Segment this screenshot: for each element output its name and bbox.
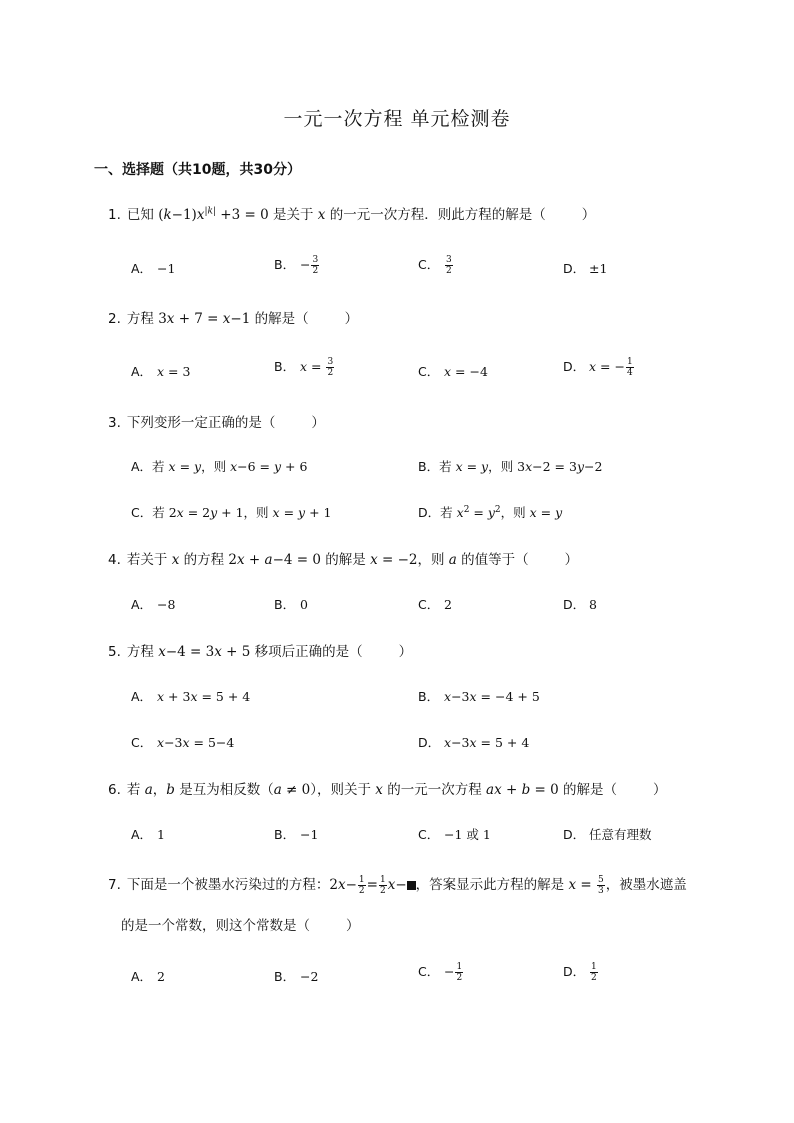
option-a[interactable]: A． 2 xyxy=(131,969,165,984)
option-a[interactable]: A． −1 xyxy=(131,261,176,276)
option-d[interactable]: D． 任意有理数 xyxy=(563,827,652,842)
option-b[interactable]: B． x−3x = −4 + 5 xyxy=(418,689,540,704)
question-6: 6. 若 a，b 是互为相反数（a ≠ 0），则关于 x 的一元一次方程 ax + b = 0 的解是（ ） xyxy=(108,782,667,798)
option-d[interactable]: D． 8 xyxy=(563,597,597,612)
option-c[interactable]: C．若 2x = 2y + 1，则 x = y + 1 xyxy=(131,505,332,520)
question-1: 1. 已知 $(k-1)x^{|k|} +3 = 0$ 是关于 x 的一元一次方程．则此方程的解是（ ） xyxy=(108,206,596,223)
option-a[interactable]: A．若 x = y，则 x−6 = y + 6 xyxy=(131,459,308,474)
option-c[interactable]: C． x = −4 xyxy=(418,364,488,379)
ink-blot xyxy=(407,881,416,890)
option-d[interactable]: D． ±1 xyxy=(563,261,608,276)
option-b[interactable]: B．若 x = y，则 3x−2 = 3y−2 xyxy=(418,459,603,474)
option-b[interactable]: B． 0 xyxy=(274,597,308,612)
option-c[interactable]: C． − $\frac{1}{2}$ xyxy=(418,962,463,983)
option-d[interactable]: D． x−3x = 5 + 4 xyxy=(418,735,530,750)
question-7-line-2: 的是一个常数，则这个常数是（ ） xyxy=(121,918,360,934)
option-b[interactable]: B． −1 xyxy=(274,827,319,842)
option-c[interactable]: C． 2 xyxy=(418,597,452,612)
page-title: 一元一次方程 单元检测卷 xyxy=(283,108,511,130)
option-c[interactable]: C． −1 或 1 xyxy=(418,827,491,842)
option-c[interactable]: C． x−3x = 5−4 xyxy=(131,735,235,750)
option-a[interactable]: A． 1 xyxy=(131,827,165,842)
question-2: 2. 方程 3x + 7 = x−1 的解是（ ） xyxy=(108,311,359,327)
option-b[interactable]: B． − $\frac{3}{2}$ xyxy=(274,255,319,276)
section-heading: 一、选择题（共10题，共30分） xyxy=(94,162,301,178)
option-a[interactable]: A． x = 3 xyxy=(131,364,191,379)
question-5: 5. 方程 x−4 = 3x + 5 移项后正确的是（ ） xyxy=(108,644,413,660)
option-d[interactable]: D． x = − $\frac{1}{4}$ xyxy=(563,357,633,378)
question-7: 7. 下面是一个被墨水污染过的方程：2x− $\frac{1}{2}$ = $\frac{1}{2}$ x− ，答案显示此方程的解是 x = $\frac{5}{3}$ ，被墨水遮盖 xyxy=(108,874,687,896)
option-a[interactable]: A． −8 xyxy=(131,597,176,612)
option-d[interactable]: D．若 $x^2 = y^2$，则 x = y xyxy=(418,504,563,520)
option-d[interactable]: D． $\frac{1}{2}$ xyxy=(563,962,597,983)
question-number: 1. xyxy=(108,207,121,223)
option-b[interactable]: B． x = $\frac{3}{2}$ xyxy=(274,357,334,378)
option-c[interactable]: C． $\frac{3}{2}$ xyxy=(418,255,452,276)
question-4: 4. 若关于 x 的方程 2x + a−4 = 0 的解是 x = −2，则 a 的值等于（ ） xyxy=(108,552,579,568)
question-3: 3. 下列变形一定正确的是（ ） xyxy=(108,415,325,431)
option-a[interactable]: A． x + 3x = 5 + 4 xyxy=(131,689,251,704)
option-b[interactable]: B． −2 xyxy=(274,969,319,984)
